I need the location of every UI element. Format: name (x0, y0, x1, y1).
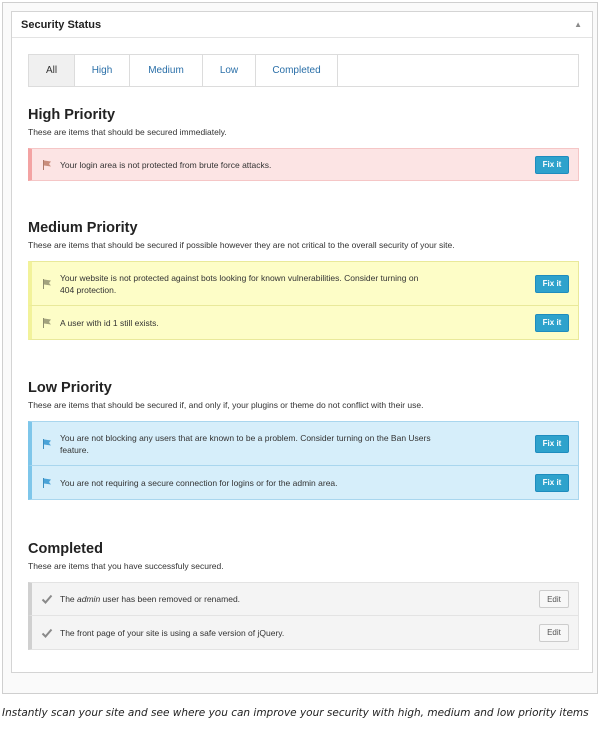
checkmark-icon (41, 593, 53, 605)
fix-it-button[interactable]: Fix it (535, 314, 569, 332)
flag-icon (41, 438, 53, 450)
notice-message: A user with id 1 still exists. (60, 317, 159, 328)
fix-it-button[interactable]: Fix it (535, 156, 569, 174)
low-priority-section (28, 379, 579, 500)
completed-item (28, 616, 579, 650)
tab-low[interactable]: Low (203, 55, 256, 86)
notice-message (60, 593, 460, 605)
message-emphasis: admin (77, 594, 101, 604)
completed-item (28, 582, 579, 616)
message-suffix: user has been removed or renamed. (100, 594, 241, 604)
low-priority-item (28, 466, 579, 500)
tab-medium[interactable]: Medium (130, 55, 203, 86)
low-priority-item (28, 421, 579, 466)
tab-all[interactable]: All (29, 55, 75, 86)
section-title-completed: Completed (28, 541, 103, 557)
message-prefix: The (60, 594, 78, 604)
medium-priority-item (28, 306, 579, 340)
fix-it-button[interactable]: Fix it (535, 474, 569, 492)
flag-icon (41, 278, 53, 290)
tab-high[interactable]: High (75, 55, 130, 86)
flag-icon (41, 317, 53, 329)
priority-tabs (28, 54, 579, 87)
section-desc-high: These are items that should be secured immediately. (28, 127, 227, 137)
edit-button[interactable]: Edit (539, 590, 569, 608)
edit-button[interactable]: Edit (539, 624, 569, 642)
completed-section (28, 540, 579, 650)
notice-message: You are not blocking any users that are known to be a problem. Consider turning on the Ban Users feature. (60, 432, 431, 455)
widget-header (12, 12, 592, 38)
section-title-low: Low Priority (28, 380, 112, 396)
fix-it-button[interactable]: Fix it (535, 435, 569, 453)
notice-message: Your website is not protected against bots looking for known vulnerabilities. Consider turning on 404 protection. (60, 272, 419, 295)
widget-title: Security Status (21, 18, 102, 31)
flag-icon (41, 477, 53, 489)
section-title-high: High Priority (28, 107, 116, 123)
notice-message: You are not requiring a secure connection for logins or for the admin area. (60, 477, 338, 488)
section-title-medium: Medium Priority (28, 220, 138, 236)
medium-priority-item (28, 261, 579, 306)
screenshot-frame (2, 2, 598, 694)
high-priority-section (28, 106, 579, 181)
tab-completed[interactable]: Completed (256, 55, 338, 86)
notice-message: The front page of your site is using a safe version of jQuery. (60, 627, 285, 638)
fix-it-button[interactable]: Fix it (535, 275, 569, 293)
medium-priority-section (28, 219, 579, 340)
notice-message: Your login area is not protected from brute force attacks. (60, 159, 272, 170)
checkmark-icon (41, 627, 53, 639)
flag-icon (41, 159, 53, 171)
screenshot-caption: Instantly scan your site and see where you can improve your security with high, medium and low priority items (2, 707, 589, 719)
security-status-widget (11, 11, 593, 673)
high-priority-item (28, 148, 579, 181)
triangle-up-icon[interactable]: ▲ (574, 20, 582, 29)
section-desc-low: These are items that should be secured if, and only if, your plugins or theme do not conflict with their use. (28, 400, 424, 410)
section-desc-medium: These are items that should be secured if possible however they are not critical to the overall security of your site. (28, 240, 455, 250)
section-desc-completed: These are items that you have successfuly secured. (28, 561, 224, 571)
